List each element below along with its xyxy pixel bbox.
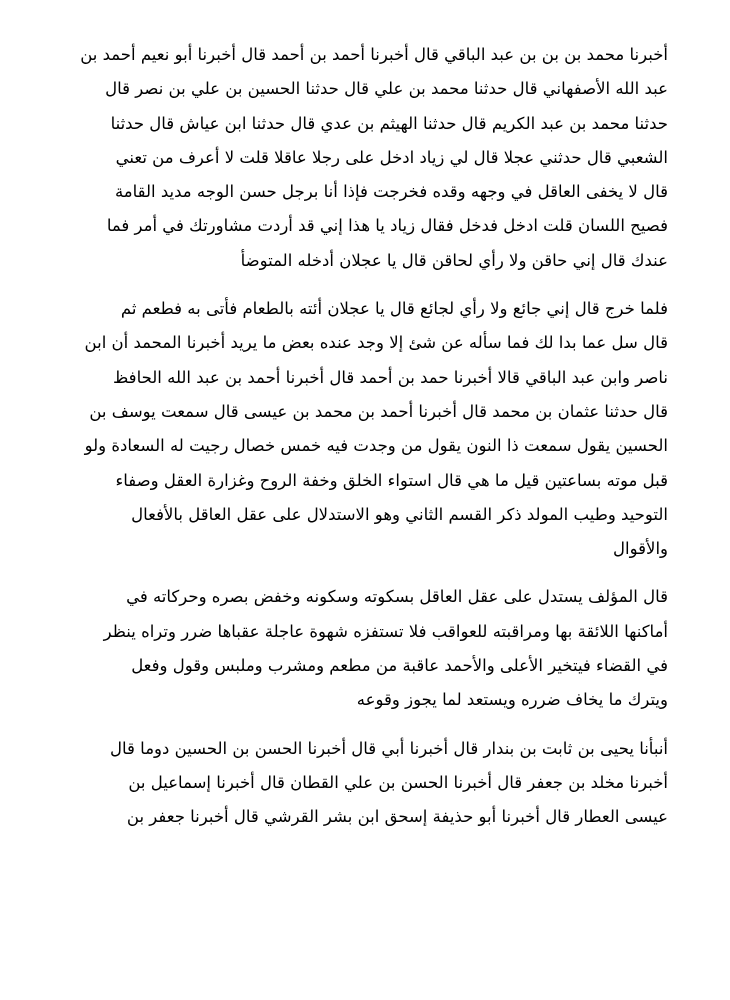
text-line: عندك قال إني حاقن ولا رأي لحاقن قال يا عجلان أدخله المتوضأ	[240, 250, 668, 270]
text-line: عبد الله الأصفهاني قال حدثنا محمد بن علي قال حدثنا الحسين بن علي بن نصر قال	[105, 79, 668, 99]
text-line: أخبرنا محمد بن بن بن عبد الباقي قال أخبرنا أحمد بن أحمد قال أخبرنا أبو نعيم أحمد بن	[80, 45, 668, 64]
text-line: أماكنها اللائقة بها ومراقبته للعواقب فلا تستفزه شهوة عاجلة عقباها ضرر وتراه ينظر	[103, 621, 668, 641]
paragraph-2	[62, 292, 668, 566]
text-line: والأقوال	[613, 539, 668, 559]
text-line: أنبأنا يحيى بن ثابت بن بندار قال أخبرنا أبي قال أخبرنا الحسن بن الحسين دوما قال	[110, 738, 668, 758]
text-line: قال لا يخفى العاقل في وجهه وقده فخرجت فإذا أنا برجل حسن الوجه مديد القامة	[114, 182, 668, 202]
text-line: عيسى العطار قال أخبرنا أبو حذيفة إسحق ابن بشر القرشي قال أخبرنا جعفر بن	[126, 807, 668, 827]
text-line: قال سل عما بدا لك فما سأله عن شئ إلا وجد عنده بعض ما يريد أخبرنا المحمد أن ابن	[84, 333, 668, 353]
text-line: ناصر وابن عبد الباقي قالا أخبرنا حمد بن أحمد قال أخبرنا أحمد بن عبد الله الحافظ	[113, 367, 668, 387]
text-line: فصيح اللسان قلت ادخل فدخل فقال زياد يا هذا إني قد أردت مشاورتك في أمر فما	[106, 216, 668, 236]
text-line: الشعبي قال حدثني عجلا قال لي زياد ادخل على رجلا عاقلا قلت لا أعرف من تعني	[115, 147, 668, 167]
text-line: الحسين يقول سمعت ذا النون يقول من وجدت فيه خمس خصال رجيت له السعادة ولو	[84, 436, 668, 456]
text-line: قال المؤلف يستدل على عقل العاقل بسكوته وسكونه وخفض بصره وحركاته في	[126, 587, 668, 607]
text-line: ويترك ما يخاف ضرره ويستعد لما يجوز وقوعه	[356, 690, 668, 710]
document-page	[62, 38, 668, 835]
paragraph-3	[62, 580, 668, 717]
text-line: حدثنا محمد بن عبد الكريم قال حدثنا الهيثم بن عدي قال حدثنا ابن عياش قال حدثنا	[110, 113, 668, 133]
text-line: قبل موته بساعتين قيل ما هي قال استواء الخلق وخفة الروح وغزارة العقل وصفاء	[115, 470, 668, 490]
text-line: قال حدثنا عثمان بن محمد قال أخبرنا أحمد بن محمد بن عيسى قال سمعت يوسف بن	[89, 401, 668, 421]
paragraph-4	[62, 732, 668, 835]
text-line: أخبرنا مخلد بن جعفر قال أخبرنا الحسن بن علي القطان قال أخبرنا إسماعيل بن	[128, 772, 668, 792]
text-line: في القضاء فيتخير الأعلى والأحمد عاقبة من مطعم ومشرب وملبس وقول وفعل	[131, 656, 668, 676]
text-line: التوحيد وطيب المولد ذكر القسم الثاني وهو الاستدلال على عقل العاقل بالأفعال	[131, 504, 668, 524]
text-line: فلما خرج قال إني جائع ولا رأي لجائع قال يا عجلان أئته بالطعام فأتى به فطعم ثم	[120, 299, 668, 319]
paragraph-1	[62, 38, 668, 278]
